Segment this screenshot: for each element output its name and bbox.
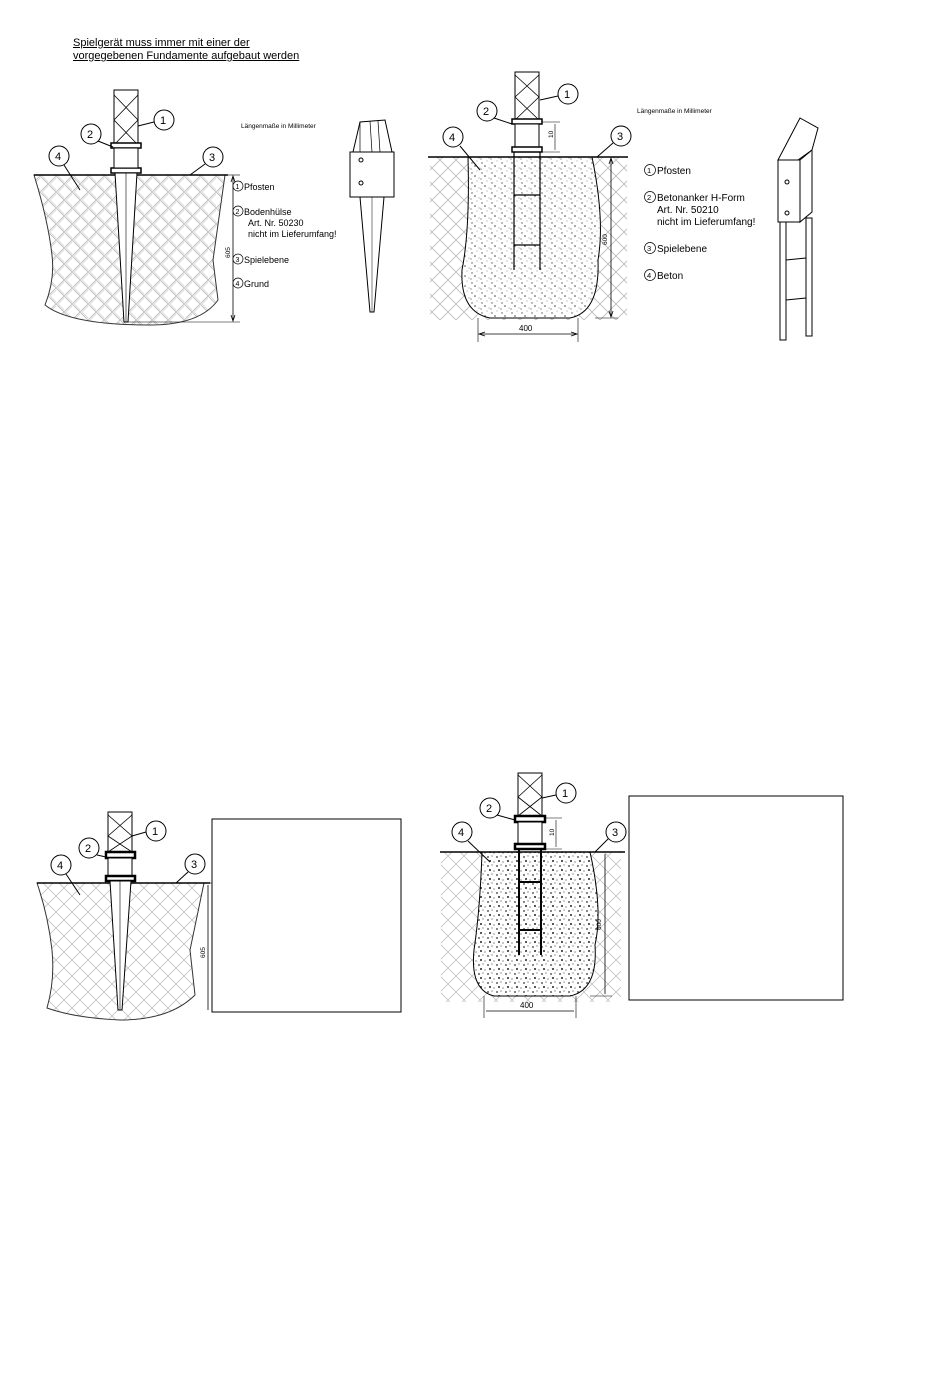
legend-item-4: Beton	[657, 271, 684, 282]
post	[515, 72, 539, 122]
svg-text:1: 1	[647, 166, 652, 175]
svg-text:4: 4	[235, 281, 240, 288]
post	[518, 773, 542, 818]
callout-3: 3	[612, 827, 619, 839]
sleeve-ring-top	[111, 143, 141, 148]
callout-4: 4	[57, 860, 64, 872]
depth-label: 600	[596, 919, 603, 930]
legend-item-2-art: Art. Nr. 50210	[657, 205, 719, 216]
width-label: 400	[519, 324, 533, 333]
ground-sleeve-diagram	[0, 0, 420, 360]
header-line-2: vorgegebenen Fundamente aufgebaut werden	[73, 50, 300, 62]
depth-label: 605	[225, 247, 232, 258]
legend-placeholder-box	[629, 796, 843, 1000]
callout-1: 1	[564, 89, 571, 101]
legend-placeholder-box	[212, 819, 401, 1012]
legend-item-2: Betonanker H-Form	[657, 193, 745, 204]
concrete-region	[462, 157, 601, 318]
legend-item-2: Bodenhülse	[244, 207, 292, 217]
header-line-1: Spielgerät muss immer mit einer der	[73, 37, 250, 49]
legend-item-2-art: Art. Nr. 50230	[248, 218, 304, 228]
callout-1: 1	[152, 826, 159, 838]
sleeve-ring-bottom	[111, 168, 141, 173]
callout-4: 4	[55, 151, 62, 163]
concrete-region	[473, 852, 598, 996]
gap-label: 10	[549, 828, 556, 836]
legend-item-1: Pfosten	[244, 182, 275, 192]
gap-label: 10	[548, 130, 555, 138]
depth-label: 600	[602, 234, 609, 245]
legend	[645, 165, 756, 283]
ground-sleeve-diagram-2	[0, 790, 420, 1030]
callout-2: 2	[87, 129, 94, 141]
sleeve-product-drawing	[350, 120, 394, 312]
width-label: 400	[520, 1001, 534, 1010]
callout-4: 4	[449, 132, 456, 144]
callout-3: 3	[209, 152, 216, 164]
legend	[233, 181, 337, 289]
callout-3: 3	[617, 131, 624, 143]
svg-text:2: 2	[647, 193, 652, 202]
callout-4: 4	[458, 827, 465, 839]
svg-text:3: 3	[647, 244, 652, 253]
depth-label: 605	[200, 947, 207, 958]
h-anchor-product-drawing	[778, 118, 818, 340]
legend-item-3: Spielebene	[244, 255, 290, 265]
concrete-anchor-diagram	[420, 60, 860, 360]
units-note: Längenmaße in Millimeter	[241, 123, 316, 130]
legend-item-3: Spielebene	[657, 244, 708, 255]
svg-text:2: 2	[235, 209, 240, 216]
legend-item-2-note: nicht im Lieferumfang!	[248, 229, 337, 239]
legend-item-1: Pfosten	[657, 166, 691, 177]
legend-item-4: Grund	[244, 279, 270, 289]
callout-2: 2	[85, 843, 92, 855]
svg-text:1: 1	[235, 184, 240, 191]
svg-text:3: 3	[235, 257, 240, 264]
callout-2: 2	[483, 106, 490, 118]
callout-2: 2	[486, 803, 493, 815]
callout-1: 1	[160, 115, 167, 127]
concrete-anchor-diagram-2	[430, 765, 850, 1025]
svg-text:4: 4	[647, 271, 652, 280]
callout-1: 1	[562, 788, 569, 800]
callout-3: 3	[191, 859, 198, 871]
legend-item-2-note: nicht im Lieferumfang!	[657, 217, 756, 228]
units-note: Längenmaße in Millimeter	[637, 108, 712, 115]
